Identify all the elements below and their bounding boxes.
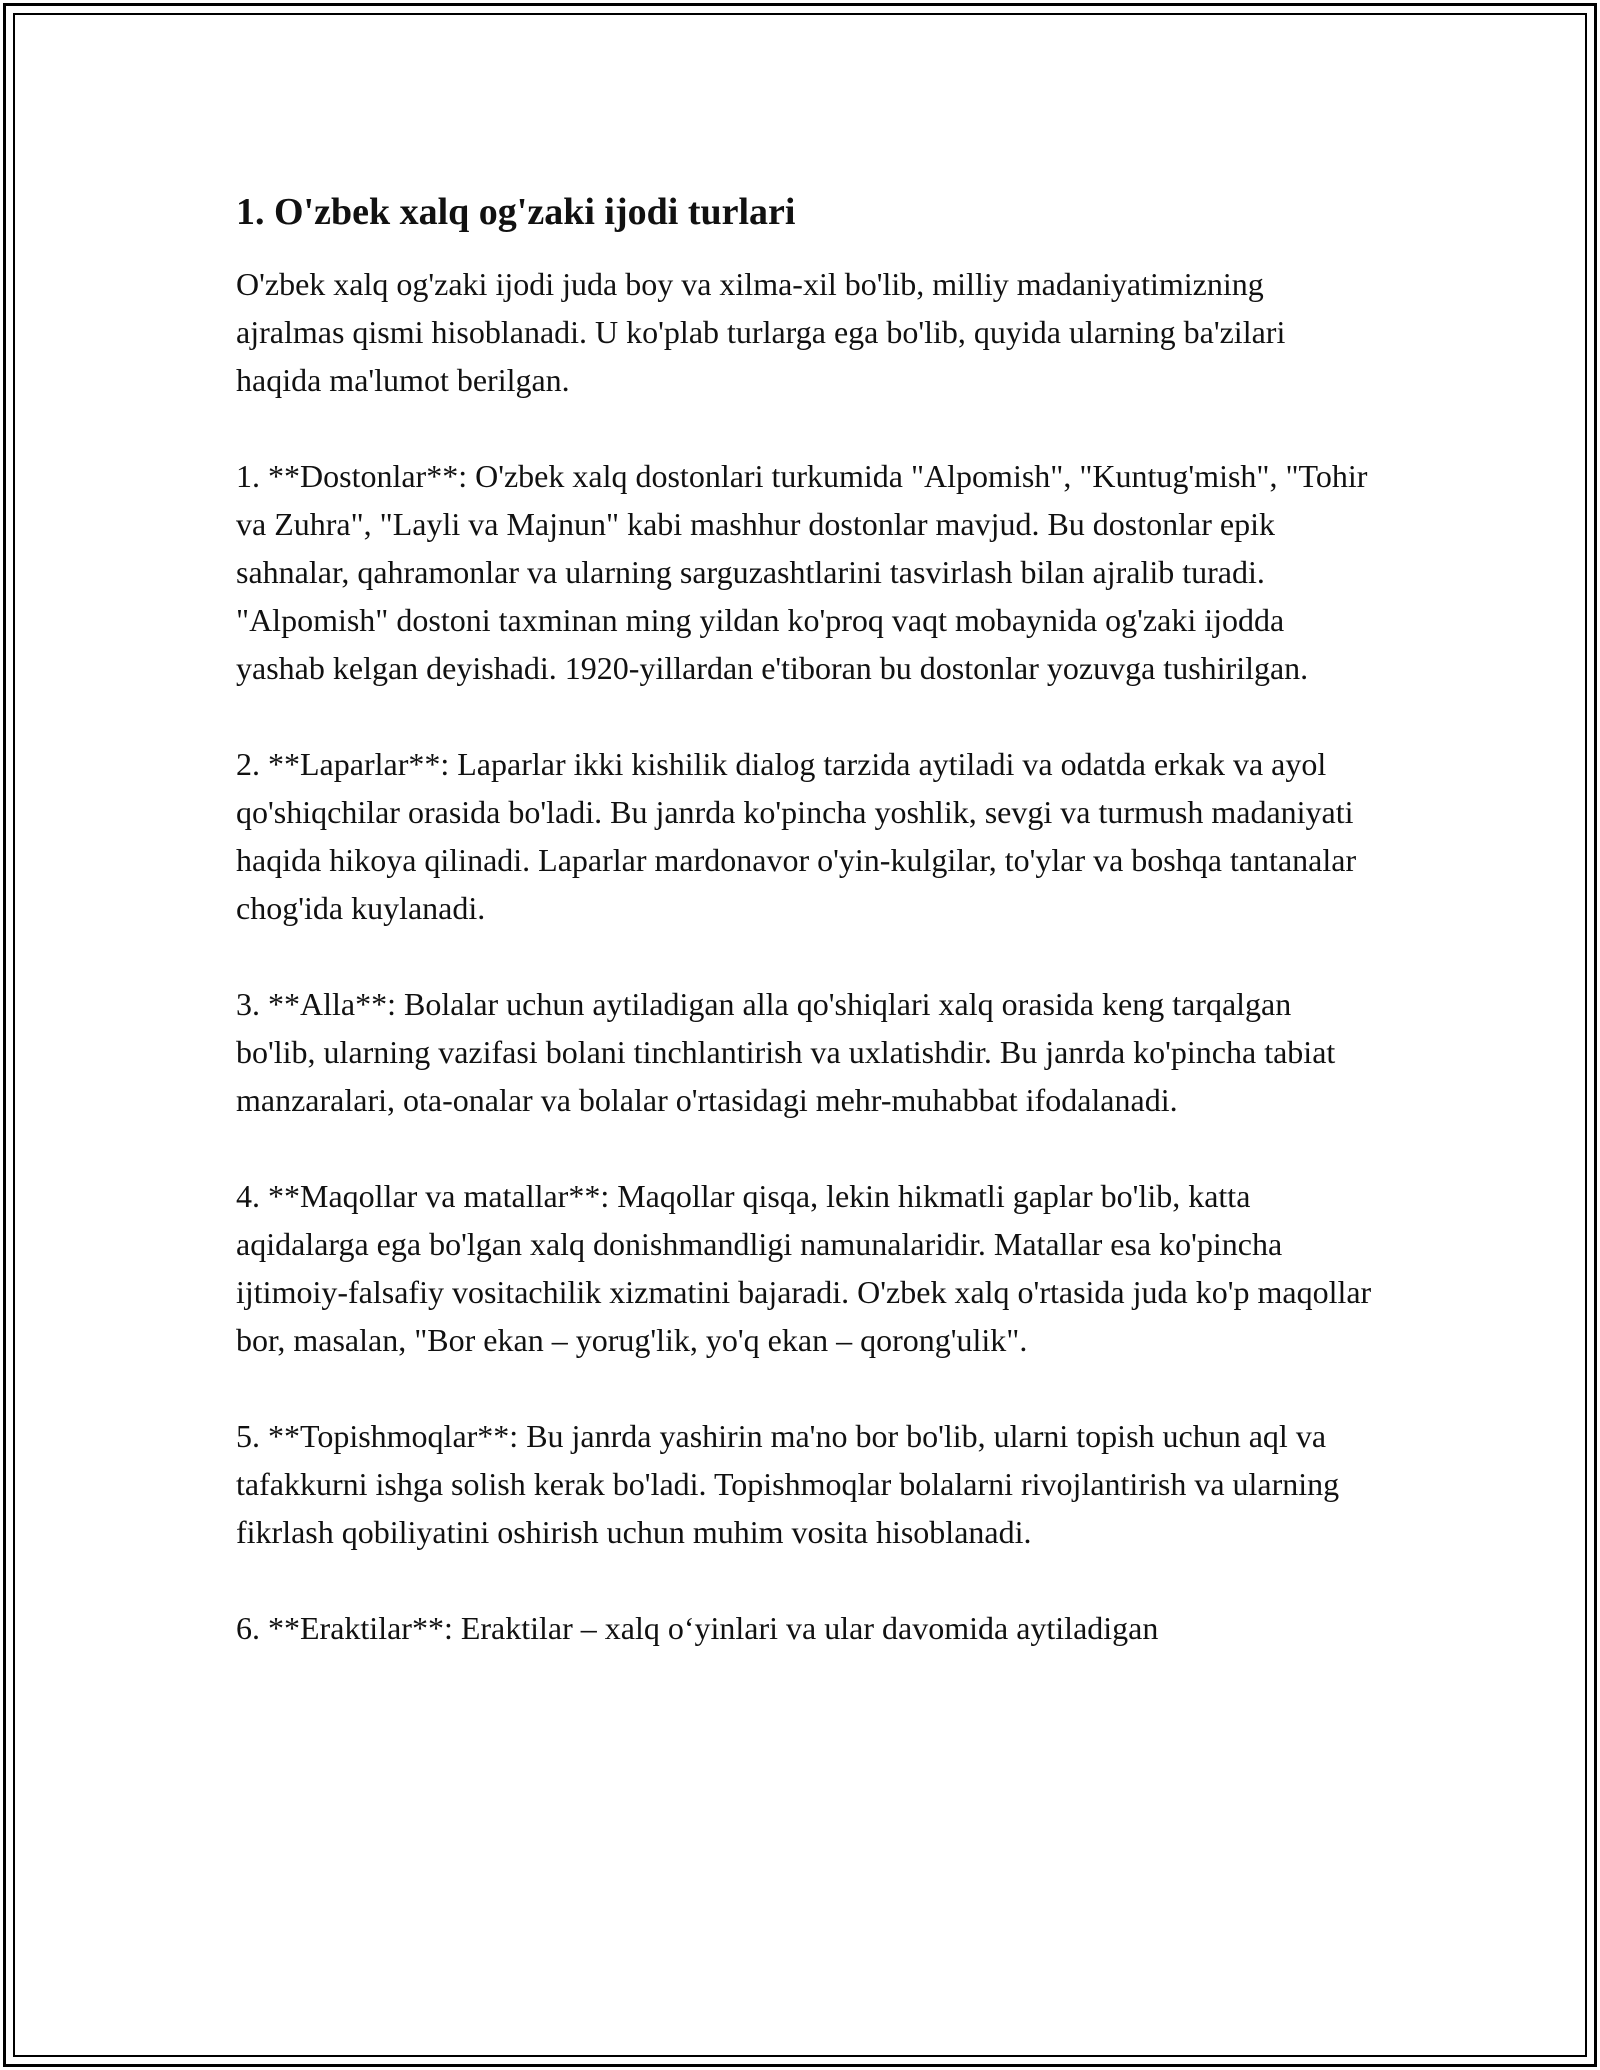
intro-paragraph: O'zbek xalq og'zaki ijodi juda boy va xilma-xil bo'lib, milliy madaniyatimizning ajralmas qismi hisoblanadi. U ko'plab turlarga ega bo'lib, quyida ularning ba'zilari haqida ma'lumot berilgan. — [236, 266, 1286, 398]
paragraph-eraktilar: 6. **Eraktilar**: Eraktilar – xalq o‘yinlari va ular davomida aytiladigan — [236, 1610, 1159, 1646]
paragraph-alla: 3. **Alla**: Bolalar uchun aytiladigan alla qo'shiqlari xalq orasida keng tarqalgan bo'lib, ularning vazifasi bolani tinchlantirish va uxlatishdir. Bu janrda ko'pincha tabiat manzaralari, ota-onalar va bolalar o'rtasidagi mehr-muhabbat ifodalanadi. — [236, 986, 1336, 1118]
document-title: 1. O'zbek xalq og'zaki ijodi turlari — [236, 191, 796, 233]
paragraph-maqollar: 4. **Maqollar va matallar**: Maqollar qisqa, lekin hikmatli gaplar bo'lib, katta aqidalarga ega bo'lgan xalq donishmandligi namunalaridir. Matallar esa ko'pincha ijtimoiy-falsafiy vositachilik xizmatini bajaradi. O'zbek xalq o'rtasida juda ko'p maqollar bor, masalan, "Bor ekan – yorug'lik, yo'q ekan – qorong'ulik". — [236, 1178, 1372, 1358]
paragraph-topishmoqlar: 5. **Topishmoqlar**: Bu janrda yashirin ma'no bor bo'lib, ularni topish uchun aql va tafakkurni ishga solish kerak bo'ladi. Topishmoqlar bolalarni rivojlantirish va ularning fikrlash qobiliyatini oshirish uchun muhim vosita hisoblanadi. — [236, 1418, 1340, 1550]
paragraph-dostonlar: 1. **Dostonlar**: O'zbek xalq dostonlari turkumida "Alpomish", "Kuntug'mish", "Tohir va Zuhra", "Layli va Majnun" kabi mashhur dostonlar mavjud. Bu dostonlar epik sahnalar, qahramonlar va ularning sarguzashtlarini tasvirlash bilan ajralib turadi. "Alpomish" dostoni taxminan ming yildan ko'proq vaqt mobaynida og'zaki ijodda yashab kelgan deyishadi. 1920-yillardan e'tiboran bu dostonlar yozuvga tushirilgan. — [236, 458, 1368, 686]
paragraph-laparlar: 2. **Laparlar**: Laparlar ikki kishilik dialog tarzida aytiladi va odatda erkak va ayol qo'shiqchilar orasida bo'ladi. Bu janrda ko'pincha yoshlik, sevgi va turmush madaniyati haqida hikoya qilinadi. Laparlar mardonavor o'yin-kulgilar, to'ylar va boshqa tantanalar chog'ida kuylanadi. — [236, 746, 1357, 926]
document-body — [236, 186, 1376, 1652]
